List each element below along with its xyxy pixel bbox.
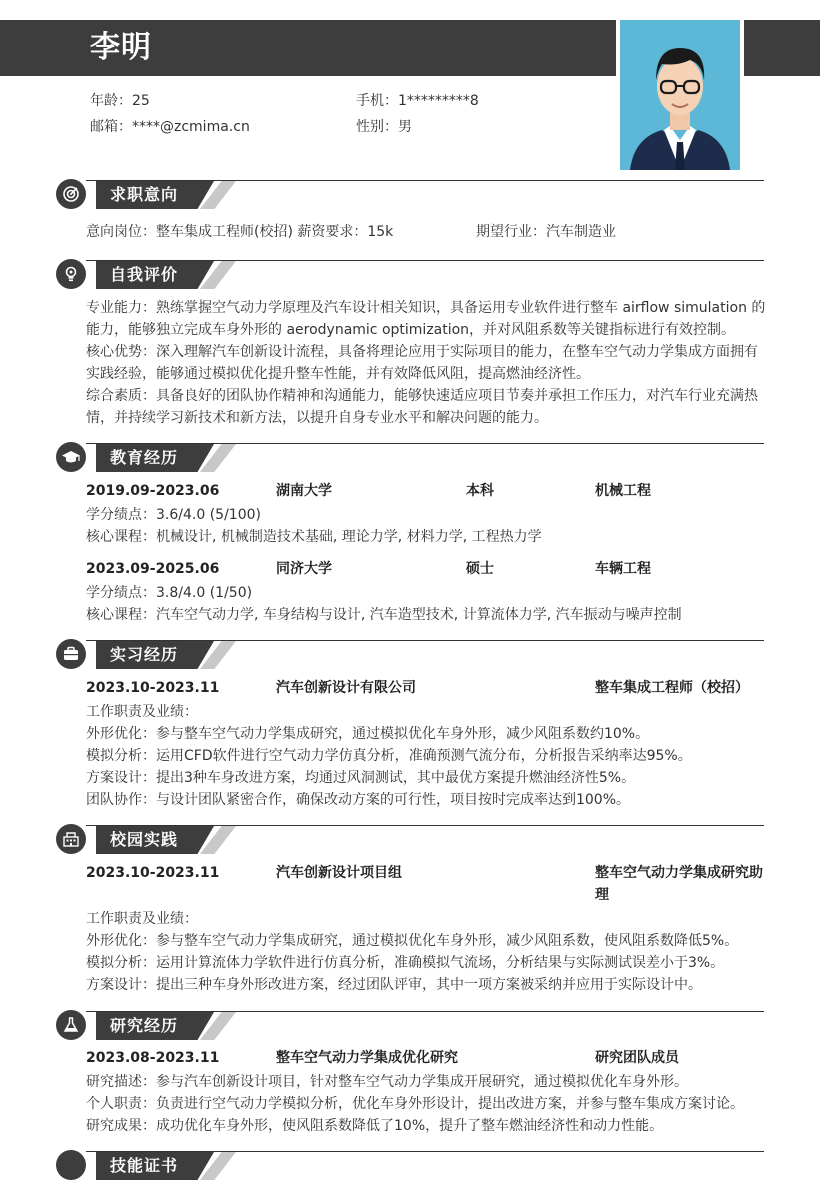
- campus-line: 外形优化：参与整车空气动力学集成研究，通过模拟优化车身外形，减少风阻系数，使风阻系数降低5%。: [86, 933, 739, 949]
- research-project: 整车空气动力学集成优化研究: [276, 1050, 458, 1066]
- self-eval-line: 综合素质：具备良好的团队协作精神和沟通能力，能够快速适应项目节奏并承担工作压力，对汽车行业充满热: [86, 388, 758, 404]
- campus-role: 整车空气动力学集成研究助: [595, 865, 763, 881]
- intern-line: 模拟分析：运用CFD软件进行空气动力学仿真分析，准确预测气流分布，分析报告采纳率达95%。: [86, 748, 692, 764]
- research-period: 2023.08-2023.11: [86, 1050, 220, 1066]
- intern-role: 整车集成工程师（校招）: [595, 680, 749, 696]
- intern-company: 汽车创新设计有限公司: [276, 680, 416, 696]
- intern-line: 团队协作：与设计团队紧密合作，确保改动方案的可行性，项目按时完成率达到100%。: [86, 792, 631, 808]
- research-line: 个人职责：负责进行空气动力学模拟分析，优化车身外形设计，提出改进方案，并参与整车集成方案讨论。: [86, 1096, 744, 1112]
- profile-photo: [620, 20, 740, 170]
- edu-degree: 本科: [466, 483, 494, 499]
- self-eval-line: 能力，能够独立完成车身外形的 aerodynamic optimization，并对风阻系数等关键指标进行有效控制。: [86, 322, 736, 338]
- edu-gpa: 学分绩点：3.6/4.0 (5/100): [86, 507, 261, 523]
- edu-school: 湖南大学: [276, 483, 332, 499]
- edu-gpa: 学分绩点：3.8/4.0 (1/50): [86, 585, 253, 601]
- section-title: 实习经历: [110, 645, 179, 664]
- email-info: [90, 117, 250, 137]
- section-header-education: [96, 444, 236, 472]
- section-header-research: [96, 1012, 236, 1040]
- self-eval-line: 实践经验，能够通过模拟优化提升整车性能，并有效降低风阻，提高燃油经济性。: [86, 366, 590, 382]
- section-title: 校园实践: [110, 830, 179, 849]
- edu-degree: 硕士: [466, 561, 494, 577]
- edu-major: 车辆工程: [595, 561, 651, 577]
- phone-info: [356, 91, 479, 111]
- section-header-campus: [96, 826, 236, 854]
- intern-line: 工作职责及业绩：: [86, 704, 198, 720]
- self-eval-line: 情，并持续学习新技术和新方法，以提升自身专业水平和解决问题的能力。: [86, 410, 548, 426]
- intern-line: 外形优化：参与整车空气动力学集成研究，通过模拟优化车身外形，减少风阻系数约10%。: [86, 726, 650, 742]
- candidate-name: 李明: [90, 30, 152, 65]
- section-title: 求职意向: [110, 185, 179, 204]
- research-line: 研究描述：参与汽车创新设计项目，针对整车空气动力学集成开展研究，通过模拟优化车身外形。: [86, 1074, 688, 1090]
- briefcase-icon: [56, 639, 86, 669]
- target-icon: [56, 179, 86, 209]
- section-header-next: [96, 1152, 236, 1180]
- phone-label: 手机：: [356, 93, 398, 109]
- section-header-self-eval: [96, 261, 236, 289]
- edu-major: 机械工程: [595, 483, 651, 499]
- intention-position: 意向岗位：整车集成工程师(校招) 薪资要求：15k: [86, 224, 394, 240]
- certificate-icon: [56, 1150, 86, 1180]
- campus-period: 2023.10-2023.11: [86, 865, 220, 881]
- intention-industry: 期望行业：汽车制造业: [476, 224, 616, 240]
- edu-period: 2019.09-2023.06: [86, 483, 220, 499]
- gender-label: 性别：: [356, 119, 398, 135]
- section-title: 研究经历: [110, 1016, 179, 1035]
- email-value: ****@zcmima.cn: [132, 119, 250, 135]
- section-title: 技能证书: [110, 1156, 179, 1175]
- building-icon: [56, 824, 86, 854]
- phone-value: 1*********8: [398, 93, 479, 109]
- edu-school: 同济大学: [276, 561, 332, 577]
- lightbulb-icon: [56, 259, 86, 289]
- edu-period: 2023.09-2025.06: [86, 561, 220, 577]
- intern-period: 2023.10-2023.11: [86, 680, 220, 696]
- section-header-internship: [96, 641, 236, 669]
- section-title: 教育经历: [110, 448, 179, 467]
- campus-org: 汽车创新设计项目组: [276, 865, 402, 881]
- email-label: 邮箱：: [90, 119, 132, 135]
- campus-line: 工作职责及业绩：: [86, 911, 198, 927]
- campus-line: 方案设计：提出三种车身外形改进方案，经过团队评审，其中一项方案被采纳并应用于实际设计中。: [86, 977, 702, 993]
- section-header-intention: [96, 181, 236, 209]
- self-eval-line: 核心优势：深入理解汽车创新设计流程，具备将理论应用于实际项目的能力，在整车空气动力学集成方面拥有: [86, 344, 758, 360]
- self-eval-line: 专业能力：熟练掌握空气动力学原理及汽车设计相关知识，具备运用专业软件进行整车 airflow simulation 的: [86, 300, 766, 316]
- age-info: [90, 91, 150, 111]
- edu-courses: 核心课程：汽车空气动力学, 车身结构与设计, 汽车造型技术, 计算流体力学, 汽车振动与噪声控制: [86, 607, 682, 623]
- section-title: 自我评价: [110, 265, 179, 284]
- age-value: 25: [132, 93, 150, 109]
- graduation-cap-icon: [56, 442, 86, 472]
- flask-icon: [56, 1010, 86, 1040]
- intern-line: 方案设计：提出3种车身改进方案，均通过风洞测试，其中最优方案提升燃油经济性5%。: [86, 770, 636, 786]
- research-line: 研究成果：成功优化车身外形，使风阻系数降低了10%，提升了整车燃油经济性和动力性能。: [86, 1118, 664, 1134]
- gender-info: [356, 117, 412, 137]
- age-label: 年龄：: [90, 93, 132, 109]
- campus-role-cont: 理: [595, 887, 609, 903]
- research-role: 研究团队成员: [595, 1050, 679, 1066]
- gender-value: 男: [398, 119, 412, 135]
- edu-courses: 核心课程：机械设计, 机械制造技术基础, 理论力学, 材料力学, 工程热力学: [86, 529, 542, 545]
- campus-line: 模拟分析：运用计算流体力学软件进行仿真分析，准确模拟气流场，分析结果与实际测试误差小于3%。: [86, 955, 725, 971]
- header-bar-right: [744, 20, 820, 76]
